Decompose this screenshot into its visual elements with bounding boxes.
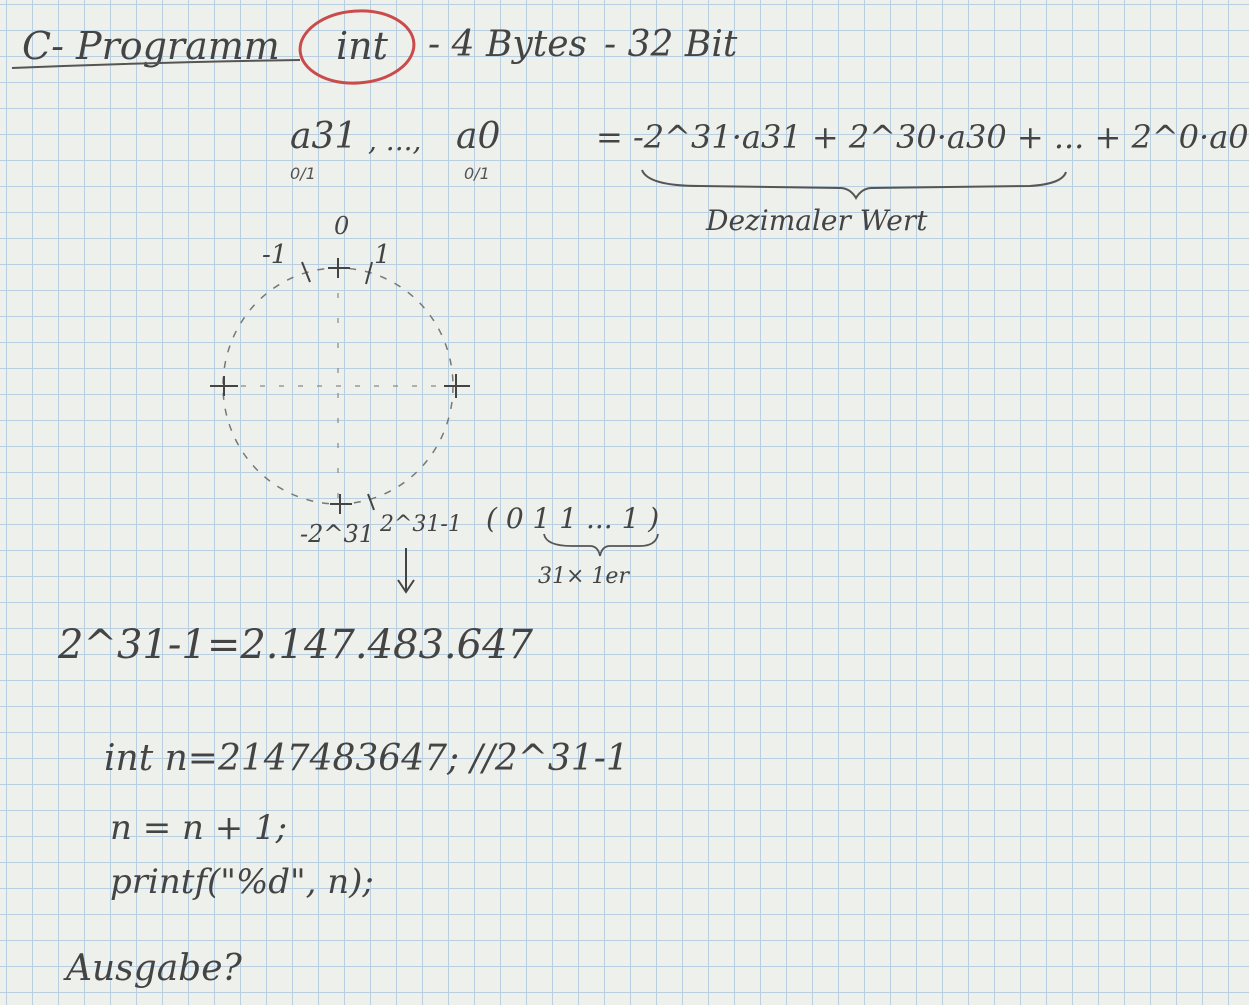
bit-a31-range: 0/1 bbox=[290, 164, 316, 183]
formula-brace bbox=[642, 170, 1066, 198]
output-question: Ausgabe? bbox=[66, 948, 242, 989]
binary-pattern-label: 31× 1er bbox=[538, 564, 629, 589]
tick-zero bbox=[328, 258, 350, 278]
tick-minus-one bbox=[302, 262, 310, 282]
tick-bottom bbox=[330, 494, 352, 514]
heading-type-keyword: int bbox=[336, 24, 388, 68]
circle-label-max-int: 2^31-1 bbox=[380, 512, 462, 537]
tick-bottom-right bbox=[368, 494, 374, 510]
binary-pattern: ( 0 1 1 ... 1 ) bbox=[486, 502, 660, 535]
code-line-declaration: int n=2147483647; //2^31-1 bbox=[104, 738, 629, 779]
decimal-formula: = -2^31·a31 + 2^30·a30 + ... + 2^0·a0 bbox=[596, 118, 1249, 156]
heading-bits: - 32 Bit bbox=[604, 24, 738, 65]
bit-a0: a0 bbox=[456, 116, 501, 157]
binary-brace bbox=[544, 534, 658, 556]
tick-left bbox=[210, 376, 238, 396]
code-line-printf: printf("%d", n); bbox=[110, 862, 374, 902]
brace-label-decimal-value: Dezimaler Wert bbox=[706, 204, 928, 237]
tick-right bbox=[444, 374, 470, 398]
bit-a0-range: 0/1 bbox=[464, 164, 490, 183]
code-line-increment: n = n + 1; bbox=[110, 808, 288, 848]
heading-program: C- Programm bbox=[22, 24, 280, 68]
circle-label-minus-one: -1 bbox=[262, 240, 288, 270]
bit-dots: , ..., bbox=[368, 124, 422, 157]
max-int-result: 2^31-1=2.147.483.647 bbox=[58, 622, 533, 668]
down-arrow-icon bbox=[398, 548, 414, 592]
circle-label-one: 1 bbox=[374, 240, 391, 270]
heading-underline bbox=[12, 60, 300, 68]
circle-label-min-int: -2^31 bbox=[300, 520, 375, 548]
circle-label-zero: 0 bbox=[334, 212, 350, 240]
int-highlight-circle bbox=[298, 7, 417, 87]
bit-a31: a31 bbox=[290, 116, 358, 157]
heading-bytes: - 4 Bytes bbox=[428, 24, 587, 65]
